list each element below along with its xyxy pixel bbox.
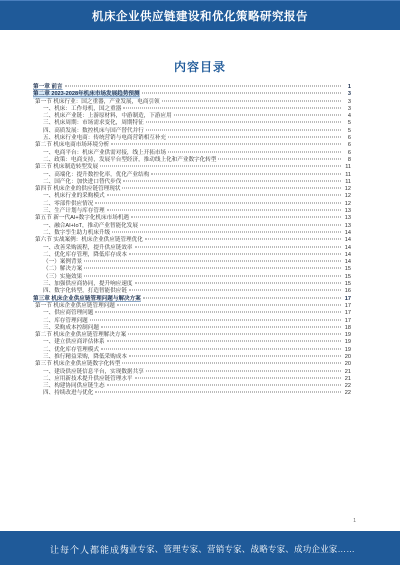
toc-leader-dots <box>151 173 341 174</box>
toc-entry-page: 13 <box>344 215 351 222</box>
toc-leader-dots <box>135 283 341 284</box>
toc-entry[interactable] <box>33 339 351 346</box>
toc-entry-page: 13 <box>344 222 351 229</box>
toc-entry-page: 18 <box>344 324 351 331</box>
toc-entry-title: 第四节 机床企业的供应链管理现状 <box>35 186 121 193</box>
toc-entry-page: 5 <box>347 127 351 134</box>
toc-entry[interactable] <box>33 142 351 149</box>
toc-entry-title: 一、供应商管理问题 <box>43 310 94 317</box>
toc-entry[interactable] <box>33 150 351 157</box>
toc-leader-dots <box>112 231 341 232</box>
toc-entry[interactable] <box>33 310 351 317</box>
toc-leader-dots <box>107 385 341 386</box>
toc-entry-title: 第一节 机床行业：国之重器，产业发展，电商引领 <box>35 98 160 105</box>
toc-entry[interactable] <box>33 296 351 303</box>
toc-entry-title: 第二章 2023-2028年机床市场发展趋势预测 <box>33 91 140 98</box>
toc-entry-title: 三、机床周期：市场需求变化，周期特征 <box>43 120 144 127</box>
toc-leader-dots <box>174 115 341 116</box>
toc-entry[interactable] <box>33 120 351 127</box>
toc-entry[interactable] <box>33 361 351 368</box>
toc-entry-title: 二、优化库存管理，降低库存成本 <box>43 251 127 258</box>
toc-leader-dots <box>122 188 341 189</box>
toc-entry[interactable] <box>33 99 351 106</box>
toc-entry[interactable] <box>33 223 351 230</box>
toc-leader-dots <box>84 275 341 276</box>
page-number: 1 <box>353 518 356 524</box>
toc-entry-title: 二、数字孪生助力机床升级 <box>43 229 111 236</box>
toc-entry-title: 二、应用新技术提升供应链管理水平 <box>43 375 133 382</box>
toc-entry-title: 一、机床：工作母机，国之重器 <box>43 105 122 112</box>
toc-leader-dots <box>122 363 341 364</box>
toc-leader-dots <box>95 312 341 313</box>
toc-entry-page: 12 <box>344 186 351 193</box>
toc-leader-dots <box>129 290 341 291</box>
toc-entry-page: 3 <box>347 105 351 112</box>
toc-entry[interactable] <box>33 390 351 397</box>
toc-entry-title: 第三节 机床制造转型发展 <box>35 164 99 171</box>
toc-entry-page: 6 <box>347 142 351 149</box>
toc-leader-dots <box>90 319 341 320</box>
toc-leader-dots <box>123 180 341 181</box>
toc-entry[interactable] <box>33 325 351 332</box>
toc-entry-page: 11 <box>345 178 351 185</box>
toc-leader-dots <box>107 195 341 196</box>
toc-entry-title: 四、数字化转型，打造智能供应链 <box>43 288 127 295</box>
toc-entry-page: 22 <box>344 390 351 397</box>
toc-entry-title: 四、高质发展：数控机床与国产替代并行 <box>43 127 144 134</box>
toc-entry-title: 第二节 机床电商市场环境分析 <box>35 142 110 149</box>
toc-entry-page: 5 <box>347 120 351 127</box>
toc-entry-title: 一、建设供应链信息平台，实现数据共享 <box>43 368 144 375</box>
toc-entry-title: 二、政策：电商支持，发展平台型经济，推动线上化和产业数字化转型 <box>43 156 217 163</box>
toc-entry-page: 14 <box>344 251 351 258</box>
toc-entry-title: 五、机床行业电商：传统营销与电商营销相互补充 <box>43 135 167 142</box>
toc-entry-title: 第三章 机床企业供应链管理问题与解决方案 <box>33 295 141 302</box>
toc-entry[interactable] <box>33 347 351 354</box>
toc-entry-title: 二、机床产业链：上游原材料，中游制造，下游应用 <box>43 113 172 120</box>
toc-leader-dots <box>218 158 341 159</box>
toc-entry-title: 四、持续改进与优化 <box>43 390 94 397</box>
toc-leader-dots <box>107 210 341 211</box>
toc-entry-title: 第一章 前言 <box>33 84 63 90</box>
toc-entry-title: 一、融合AI+IoT，推动产业智能化发展 <box>43 222 138 229</box>
toc-leader-dots <box>140 224 341 225</box>
toc-entry-page: 17 <box>344 317 351 324</box>
toc-entry-page: 22 <box>344 383 351 390</box>
toc-entry-page: 17 <box>344 295 351 302</box>
toc-entry-title: 第二节 机床企业供应链管理解决方案 <box>35 332 127 339</box>
toc-entry[interactable] <box>33 215 351 222</box>
toc-entry-title: 三、采购成本控制问题 <box>43 324 99 331</box>
toc-leader-dots <box>95 392 341 393</box>
toc-leader-dots <box>168 137 341 138</box>
toc-entry[interactable] <box>33 193 351 200</box>
toc-entry-page: 8 <box>347 156 351 163</box>
toc-entry-page: 13 <box>344 208 351 215</box>
toc-entry-title: 三、推行精益采购，降低采购成本 <box>43 353 127 360</box>
toc-leader-dots <box>145 239 341 240</box>
toc-leader-dots <box>129 355 341 356</box>
toc-leader-dots <box>107 341 341 342</box>
toc-leader-dots <box>95 202 341 203</box>
header-bar <box>0 0 400 30</box>
toc-entry-page: 14 <box>344 237 351 244</box>
toc-entry-page: 14 <box>344 244 351 251</box>
toc-entry-title: （一）案例背景 <box>43 259 83 266</box>
toc-entry-title: 二、库存管理问题 <box>43 317 88 324</box>
toc-entry[interactable] <box>33 128 351 135</box>
toc-leader-dots <box>117 304 341 305</box>
toc-leader-dots <box>168 151 341 152</box>
toc-entry-page: 15 <box>344 273 351 280</box>
toc-leader-dots <box>142 93 341 94</box>
toc-leader-dots <box>129 253 341 254</box>
toc-entry-title: 一、高端化：提升数控化率，优化产业结构 <box>43 171 150 178</box>
toc-leader-dots <box>123 107 341 108</box>
toc-entry[interactable] <box>33 318 351 325</box>
toc-entry-page: 11 <box>345 171 351 178</box>
footer-roles: 行业专家、管理专家、营销专家、战略专家、成功企业家…… <box>120 544 355 554</box>
toc-entry-title: 一、改善采购流程，提升供应链效率 <box>43 244 133 251</box>
toc-entry[interactable] <box>33 274 351 281</box>
toc-entry[interactable] <box>33 266 351 273</box>
toc-entry-page: 19 <box>344 332 351 339</box>
toc-entry-page: 16 <box>344 288 351 295</box>
toc-entry[interactable] <box>33 201 351 208</box>
toc-entry-page: 20 <box>344 361 351 368</box>
toc-entry[interactable] <box>33 245 351 252</box>
toc-leader-dots <box>131 217 341 218</box>
report-title: 机床企业供应链建设和优化策略研究报告 <box>92 11 308 23</box>
toc-entry-title: （二）解决方案 <box>43 266 83 273</box>
toc-leader-dots <box>146 129 341 130</box>
toc-heading: 内容目录 <box>173 60 226 74</box>
toc-entry[interactable] <box>33 91 351 98</box>
toc-entry-title: （三）实施效果 <box>43 273 83 280</box>
toc-leader-dots <box>146 370 341 371</box>
toc-entry-page: 20 <box>344 353 351 360</box>
toc-entry[interactable] <box>33 237 351 244</box>
footer-slogan: 让每个人都能成为 <box>50 545 131 555</box>
toc-entry-page: 3 <box>347 91 351 98</box>
toc-entry-title: 三、加强供应商协同，提升响应速度 <box>43 281 133 288</box>
toc-entry-page: 12 <box>344 200 351 207</box>
toc-leader-dots <box>84 268 341 269</box>
toc-entry-page: 6 <box>347 149 351 156</box>
toc-entry-page: 15 <box>344 281 351 288</box>
table-of-contents <box>33 84 351 398</box>
toc-entry-title: 第一节 机床企业供应链管理问题 <box>35 302 115 309</box>
footer-bar <box>0 531 400 565</box>
toc-entry-title: 一、机床行业的采购模式 <box>43 193 105 200</box>
toc-entry-page: 6 <box>347 135 351 142</box>
toc-entry[interactable] <box>33 288 351 295</box>
toc-entry[interactable] <box>33 369 351 376</box>
toc-leader-dots <box>111 144 341 145</box>
toc-leader-dots <box>65 86 341 87</box>
toc-entry-page: 11 <box>345 164 351 171</box>
toc-entry[interactable] <box>33 164 351 171</box>
toc-entry-title: 一、建立供应商评估体系 <box>43 339 105 346</box>
toc-entry-page: 17 <box>344 310 351 317</box>
toc-entry-page: 19 <box>344 339 351 346</box>
toc-entry-title: 二、优化库存管理模式 <box>43 346 99 353</box>
toc-entry-page: 14 <box>344 259 351 266</box>
toc-entry-title: 一、电商平台：机床产业供需对接，线上开拓市场 <box>43 149 167 156</box>
toc-entry-title: 第三节 机床企业供应链数字化转型 <box>35 361 121 368</box>
toc-entry-page: 12 <box>344 193 351 200</box>
toc-entry-page: 14 <box>344 229 351 236</box>
toc-leader-dots <box>135 246 341 247</box>
toc-entry-title: 第六节 实战案例：机床企业供应链管理优化 <box>35 237 143 244</box>
toc-entry-page: 21 <box>344 375 351 382</box>
toc-entry-page: 1 <box>347 84 351 90</box>
toc-leader-dots <box>84 261 341 262</box>
toc-entry-title: 二、零部件供应情况 <box>43 200 94 207</box>
toc-entry-page: 15 <box>344 266 351 273</box>
toc-entry[interactable] <box>33 172 351 179</box>
toc-leader-dots <box>143 297 341 298</box>
toc-entry-title: 第五节 新一代AI+数字化机床市场机遇 <box>35 215 130 222</box>
toc-leader-dots <box>162 100 341 101</box>
toc-entry-page: 4 <box>347 113 351 120</box>
toc-entry-title: 三、生产计划与库存管理 <box>43 208 105 215</box>
toc-leader-dots <box>100 166 341 167</box>
toc-entry-page: 19 <box>344 346 351 353</box>
toc-entry-title: 三、构建协同供应链生态 <box>43 383 105 390</box>
toc-leader-dots <box>101 348 341 349</box>
toc-leader-dots <box>128 334 341 335</box>
toc-entry-title: 二、国产化：加快进口替代步伐 <box>43 178 122 185</box>
toc-entry-page: 3 <box>347 98 351 105</box>
toc-entry-page: 21 <box>344 368 351 375</box>
toc-entry-page: 17 <box>344 302 351 309</box>
toc-leader-dots <box>101 326 341 327</box>
toc-leader-dots <box>135 377 341 378</box>
toc-leader-dots <box>146 122 341 123</box>
